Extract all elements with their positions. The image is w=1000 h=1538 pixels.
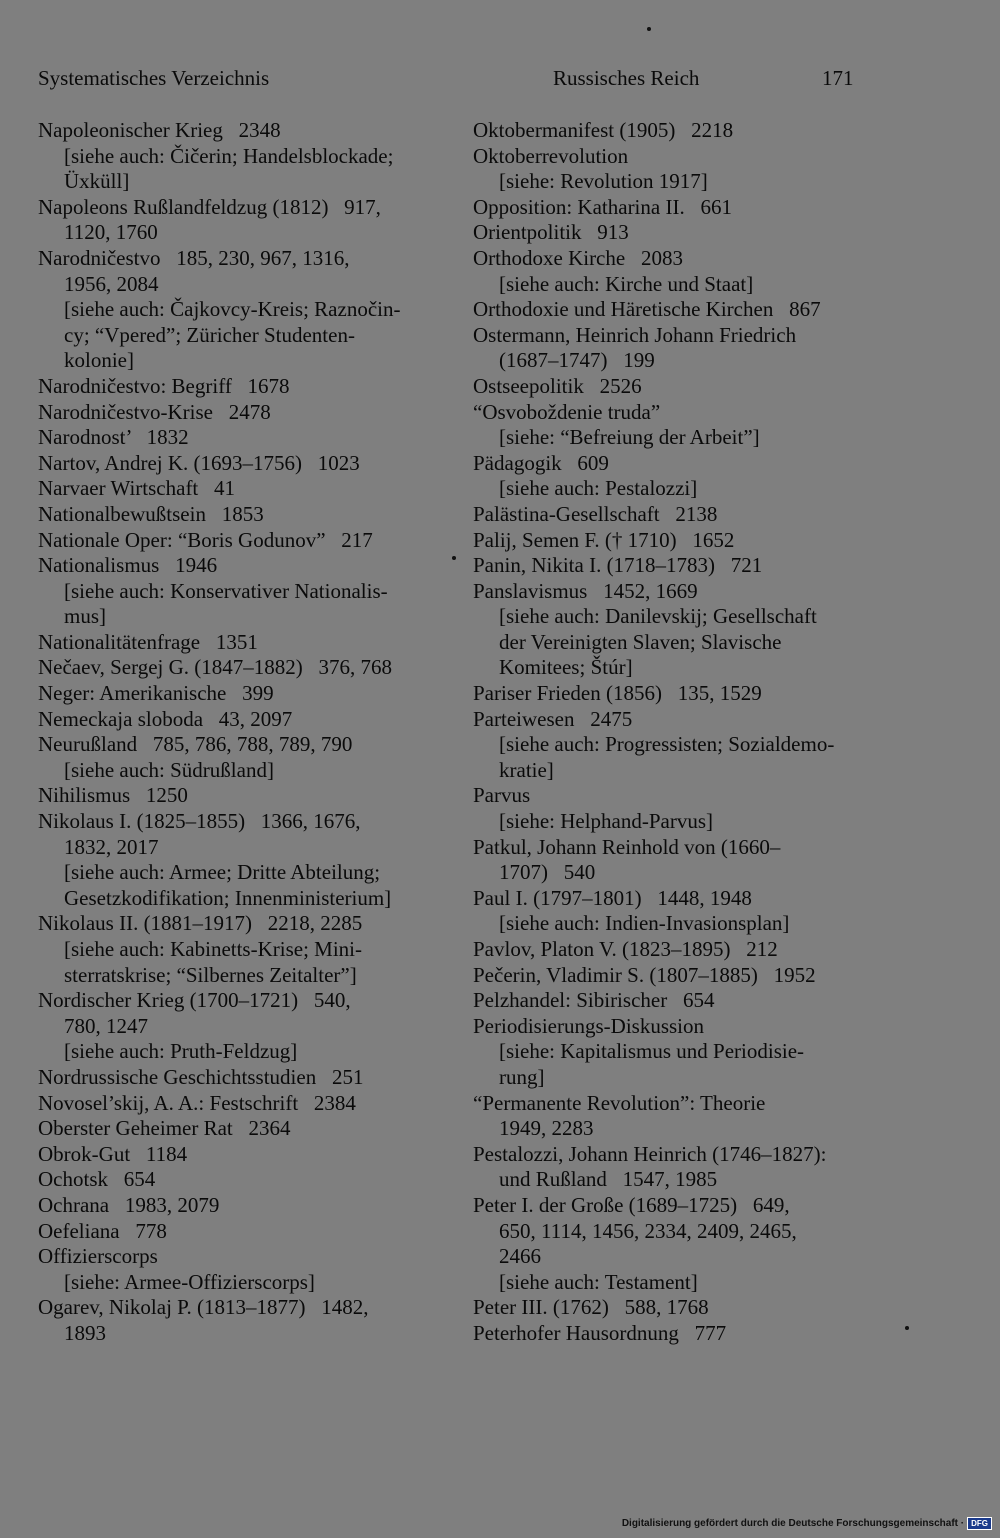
- index-entry: kolonie]: [64, 348, 134, 373]
- index-entry: Nikolaus I. (1825–1855) 1366, 1676,: [38, 809, 361, 834]
- index-entry: Parvus: [473, 783, 531, 808]
- index-entry: [siehe: Revolution 1917]: [499, 169, 708, 194]
- running-header-section: Russisches Reich: [553, 66, 700, 90]
- index-entry: Nationalitätenfrage 1351: [38, 629, 258, 654]
- index-entry: Nationalismus 1946: [38, 553, 218, 578]
- index-entry: Palästina-Gesellschaft 2138: [473, 501, 718, 526]
- index-entry: Nationale Oper: “Boris Godunov” 217: [38, 527, 373, 552]
- index-entry: [siehe auch: Progressisten; Sozialdemo-: [499, 732, 835, 757]
- index-entry: “Osvoboždenie truda”: [473, 399, 661, 424]
- dfg-logo: DFG: [967, 1517, 992, 1530]
- index-entry: Napoleons Rußlandfeldzug (1812) 917,: [38, 194, 381, 219]
- index-entry: 1120, 1760: [64, 220, 158, 245]
- index-entry: Peter III. (1762) 588, 1768: [473, 1295, 709, 1320]
- index-entry: kratie]: [499, 757, 554, 782]
- index-entry: Periodisierungs-Diskussion: [473, 1013, 704, 1038]
- index-entry: rung]: [499, 1064, 545, 1089]
- index-entry: Pelzhandel: Sibirischer 654: [473, 988, 715, 1013]
- index-entry: Orthodoxie und Häretische Kirchen 867: [473, 297, 821, 322]
- funding-text: Digitalisierung gefördert durch die Deutsche Forschungsgemeinschaft ·: [621, 1518, 965, 1529]
- index-entry: 1893: [64, 1320, 106, 1345]
- index-entry: 1949, 2283: [499, 1116, 594, 1141]
- index-entry: sterratskrise; “Silbernes Zeitalter”]: [64, 962, 357, 987]
- index-entry: Panin, Nikita I. (1718–1783) 721: [473, 553, 763, 578]
- index-entry: 650, 1114, 1456, 2334, 2409, 2465,: [499, 1218, 797, 1243]
- scan-speck: [905, 1326, 909, 1330]
- index-entry: [siehe auch: Pruth-Feldzug]: [64, 1039, 298, 1064]
- index-entry: Neger: Amerikanische 399: [38, 681, 274, 706]
- index-entry: Ostseepolitik 2526: [473, 373, 642, 398]
- index-entry: Palij, Semen F. († 1710) 1652: [473, 527, 735, 552]
- index-entry: Nemeckaja sloboda 43, 2097: [38, 706, 293, 731]
- index-entry: Novosel’skij, A. A.: Festschrift 2384: [38, 1090, 356, 1115]
- scan-speck: [452, 556, 456, 560]
- index-entry: Peterhofer Hausordnung 777: [473, 1320, 727, 1345]
- index-column-left: [38, 118, 458, 1347]
- index-entry: 1956, 2084: [64, 271, 159, 296]
- index-entry: 780, 1247: [64, 1013, 148, 1038]
- index-entry: [siehe auch: Südrußland]: [64, 757, 274, 782]
- index-entry: Narodničestvo: Begriff 1678: [38, 373, 290, 398]
- index-entry: [siehe auch: Kirche und Staat]: [499, 271, 754, 296]
- index-entry: 1707) 540: [499, 860, 596, 885]
- index-entry: der Vereinigten Slaven; Slavische: [499, 629, 782, 654]
- index-entry: Nordischer Krieg (1700–1721) 540,: [38, 988, 351, 1013]
- index-entry: Nihilismus 1250: [38, 783, 188, 808]
- index-entry: Narvaer Wirtschaft 41: [38, 476, 236, 501]
- index-entry: [siehe auch: Čajkovcy-Kreis; Raznočin-: [64, 297, 401, 322]
- index-entry: Pestalozzi, Johann Heinrich (1746–1827):: [473, 1141, 827, 1166]
- index-entry: Pečerin, Vladimir S. (1807–1885) 1952: [473, 962, 816, 987]
- index-entry: [siehe auch: Danilevskij; Gesellschaft: [499, 604, 817, 629]
- index-entry: Oktobermanifest (1905) 2218: [473, 118, 734, 142]
- index-entry: Pädagogik 609: [473, 450, 609, 475]
- index-entry: Üxküll]: [64, 169, 130, 194]
- index-entry: Obrok-Gut 1184: [38, 1141, 188, 1166]
- index-entry: 1832, 2017: [64, 834, 159, 859]
- index-entry: [siehe auch: Testament]: [499, 1269, 698, 1294]
- index-entry: “Permanente Revolution”: Theorie: [473, 1090, 766, 1115]
- index-entry: [siehe: Kapitalismus und Periodisie-: [499, 1039, 805, 1064]
- funding-footer: [622, 1517, 992, 1530]
- running-header-left: Systematisches Verzeichnis: [38, 66, 270, 90]
- index-entry: [siehe auch: Pestalozzi]: [499, 476, 698, 501]
- index-entry: Neurußland 785, 786, 788, 789, 790: [38, 732, 353, 757]
- index-entry: Pavlov, Platon V. (1823–1895) 212: [473, 937, 778, 961]
- index-entry: Ostermann, Heinrich Johann Friedrich: [473, 322, 797, 347]
- index-entry: Parteiwesen 2475: [473, 706, 633, 731]
- index-entry: [siehe auch: Armee; Dritte Abteilung;: [64, 860, 381, 885]
- index-entry: Opposition: Katharina II. 661: [473, 194, 732, 219]
- index-entry: cy; “Vpered”; Züricher Studenten-: [64, 322, 355, 347]
- index-entry: Narodničestvo 185, 230, 967, 1316,: [38, 245, 350, 270]
- index-entry: Gesetzkodifikation; Innenministerium]: [64, 885, 392, 910]
- index-entry: Narodnost’ 1832: [38, 425, 189, 450]
- index-entry: [siehe auch: Kabinetts-Krise; Mini-: [64, 937, 362, 961]
- index-entry: [siehe auch: Indien-Invasionsplan]: [499, 911, 790, 936]
- index-entry: Orientpolitik 913: [473, 220, 629, 245]
- index-entry: Nordrussische Geschichtsstudien 251: [38, 1064, 364, 1089]
- index-entry: Ochotsk 654: [38, 1167, 156, 1192]
- index-entry: und Rußland 1547, 1985: [499, 1167, 718, 1192]
- index-entry: [siehe auch: Čičerin; Handelsblockade;: [64, 143, 394, 168]
- index-entry: Panslavismus 1452, 1669: [473, 578, 698, 603]
- index-entry: Nikolaus II. (1881–1917) 2218, 2285: [38, 911, 363, 936]
- index-entry: Ogarev, Nikolaj P. (1813–1877) 1482,: [38, 1295, 369, 1320]
- index-entry: Komitees; Štúr]: [499, 655, 633, 680]
- index-entry: Oberster Geheimer Rat 2364: [38, 1116, 291, 1141]
- index-entry: [siehe: “Befreiung der Arbeit”]: [499, 425, 760, 450]
- index-entry: [siehe: Armee-Offizierscorps]: [64, 1269, 315, 1294]
- index-entry: Nečaev, Sergej G. (1847–1882) 376, 768: [38, 655, 393, 680]
- index-entry: Paul I. (1797–1801) 1448, 1948: [473, 885, 752, 910]
- index-entry: [siehe auch: Konservativer Nationalis-: [64, 578, 388, 603]
- index-entry: Ochrana 1983, 2079: [38, 1192, 220, 1217]
- index-entry: Patkul, Johann Reinhold von (1660–: [473, 834, 781, 859]
- index-entry: Oktoberrevolution: [473, 143, 629, 168]
- index-entry: (1687–1747) 199: [499, 348, 655, 373]
- index-entry: Offizierscorps: [38, 1244, 158, 1269]
- index-entry: Nartov, Andrej K. (1693–1756) 1023: [38, 450, 360, 475]
- index-column-right: [473, 118, 883, 1347]
- index-entry: Peter I. der Große (1689–1725) 649,: [473, 1192, 790, 1217]
- index-entry: Orthodoxe Kirche 2083: [473, 245, 683, 270]
- index-entry: 2466: [499, 1244, 541, 1269]
- scan-speck: [647, 27, 651, 31]
- index-entry: Pariser Frieden (1856) 135, 1529: [473, 681, 762, 706]
- index-entry: [siehe: Helphand-Parvus]: [499, 809, 714, 834]
- index-entry: mus]: [64, 604, 106, 629]
- index-entry: Nationalbewußtsein 1853: [38, 501, 264, 526]
- page-number: 171: [822, 66, 854, 90]
- index-entry: Napoleonischer Krieg 2348: [38, 118, 281, 142]
- index-entry: Oefeliana 778: [38, 1218, 167, 1243]
- index-entry: Narodničestvo-Krise 2478: [38, 399, 271, 424]
